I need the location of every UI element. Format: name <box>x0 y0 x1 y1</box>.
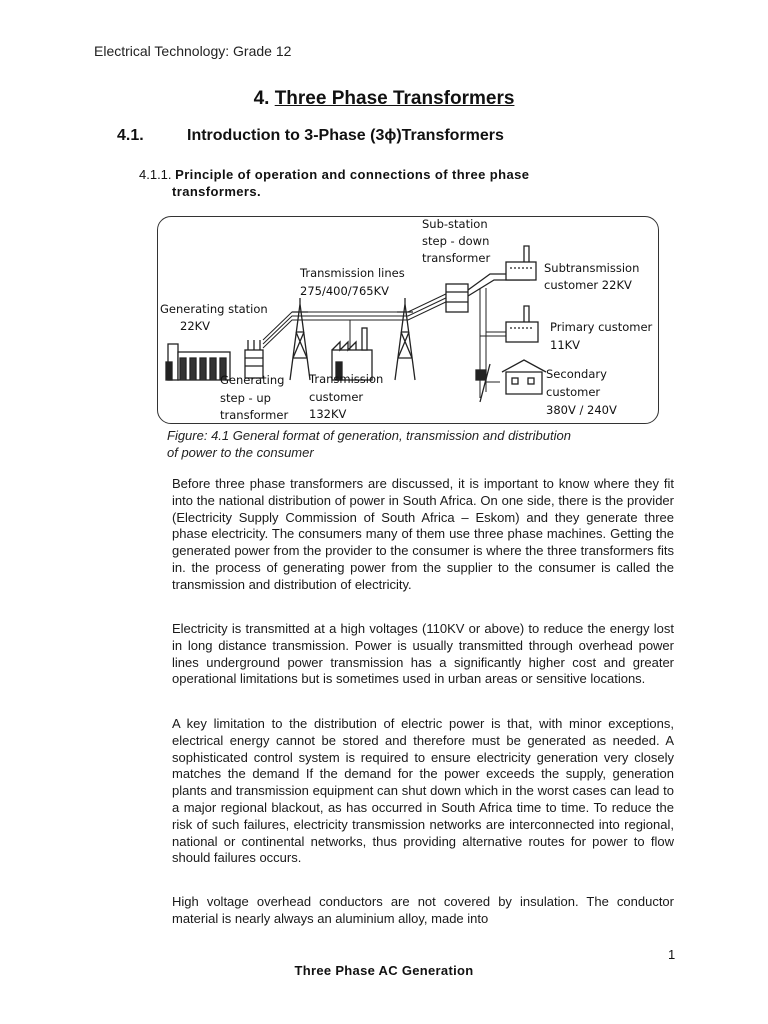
chapter-number: 4. <box>253 88 270 109</box>
label-subtransmission-1: Subtransmission <box>544 261 640 275</box>
primary-customer-icon <box>506 306 538 342</box>
label-transmission-customer-3: 132KV <box>309 407 347 421</box>
label-generating-station-1: Generating station <box>160 302 268 316</box>
figure-caption-line1: Figure: 4.1 General format of generation, transmission and distribution <box>167 428 571 443</box>
label-secondary-3: 380V / 240V <box>546 403 617 417</box>
label-transmission-lines-1: Transmission lines <box>300 266 405 280</box>
label-primary-2: 11KV <box>550 338 581 352</box>
figure-caption <box>167 427 667 461</box>
label-subtransmission-2: customer 22KV <box>544 278 632 292</box>
chapter-title-text: Three Phase Transformers <box>274 88 515 109</box>
paragraph-4: High voltage overhead conductors are not covered by insulation. The conductor material is nearly always an aluminium alloy, made into <box>172 894 674 926</box>
page-number: 1 <box>668 947 676 962</box>
label-transmission-customer-1: Transmission <box>309 372 384 386</box>
label-primary-1: Primary customer <box>550 320 653 334</box>
chapter-title <box>0 88 768 110</box>
subsection-title-line2: transformers. <box>172 184 262 199</box>
subtransmission-customer-icon <box>506 246 536 280</box>
label-transmission-lines-2: 275/400/765KV <box>300 284 390 298</box>
paragraph-1: Before three phase transformers are discussed, it is important to know where they fit into the national distribution of power in South Africa. On one side, there is the provider (Electricity Supply Commission of South Africa – Eskom) and they generate three phase electricity. The consumers many of them use three phase machines. Getting the generated power from the provider to the consumer is where the three transformers fits in. the process of generating power from the supplier to the consumer is called the transmission and distribution of electricity. <box>172 476 674 592</box>
paragraph-2: Electricity is transmitted at a high voltages (110KV or above) to reduce the energy lost in long distance transmission. Power is usually transmitted through overhead power lines underground power transmission has a significantly higher cost and greater operational limitations but is sometimes used in urban areas or sensitive locations. <box>172 621 674 687</box>
power-distribution-diagram <box>150 212 660 426</box>
section-heading <box>117 127 504 145</box>
transmission-tower-icon-1 <box>290 298 310 380</box>
footer-title: Three Phase AC Generation <box>294 963 474 978</box>
label-gen-stepup-2: step - up <box>220 391 271 405</box>
subsection-number: 4.1.1. <box>139 167 172 182</box>
section-number: 4.1. <box>117 127 144 144</box>
figure-caption-line2: of power to the consumer <box>167 445 314 460</box>
label-substation-3: transformer <box>422 251 491 265</box>
label-secondary-1: Secondary <box>546 367 607 381</box>
subsection-heading <box>139 166 619 200</box>
label-transmission-customer-2: customer <box>309 390 364 404</box>
label-generating-station-2: 22KV <box>180 319 211 333</box>
subsection-title-line1: Principle of operation and connections of three phase <box>175 167 530 182</box>
label-substation-2: step - down <box>422 234 490 248</box>
label-substation-1: Sub-station <box>422 217 488 231</box>
section-title: Introduction to 3-Phase (3ϕ)Transformers <box>187 127 504 144</box>
label-secondary-2: customer <box>546 385 601 399</box>
label-gen-stepup-3: transformer <box>220 408 289 422</box>
label-gen-stepup-1: Generating <box>220 373 285 387</box>
paragraph-3: A key limitation to the distribution of electric power is that, with minor exceptions, electrical energy cannot be stored and therefore must be generated as needed. A sophisticated control system is required to ensure electricity generation very closely matches the demand If the demand for the power exceeds the supply, generation plants and transmission equipment can shut down which in the worst cases can lead to a major regional blackout, as has occurred in South Africa time to time. To reduce the risk of such failures, electricity transmission networks are interconnected into regional, national or continental networks, thus providing alternative routes for power to flow should failures occurs. <box>172 716 674 866</box>
running-header: Electrical Technology: Grade 12 <box>94 43 292 59</box>
